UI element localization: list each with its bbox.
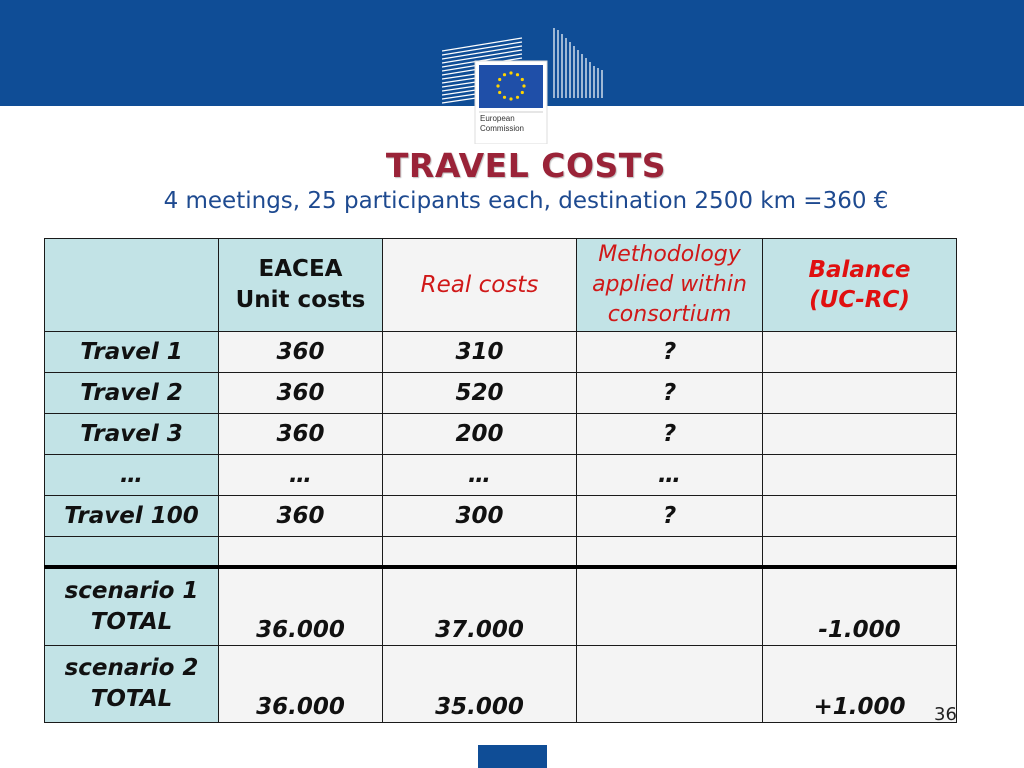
table-spacer-row <box>45 537 957 568</box>
table-row <box>45 373 957 414</box>
spacer-cell <box>763 537 957 568</box>
row-balance <box>763 496 957 537</box>
row-unit-cost: 360 <box>219 496 383 537</box>
spacer-cell <box>577 537 763 568</box>
scenario-row <box>45 567 957 646</box>
row-unit-cost: 360 <box>219 373 383 414</box>
row-unit-cost: 360 <box>219 332 383 373</box>
header-methodology-line2: applied within <box>592 272 747 297</box>
scenario-name: scenario 2 <box>64 655 199 681</box>
row-balance <box>763 332 957 373</box>
scenario-total-label: TOTAL <box>90 686 173 712</box>
header-balance-line2: (UC-RC) <box>809 287 910 313</box>
row-real-cost: 200 <box>383 414 577 455</box>
slide-title: TRAVEL COSTS <box>385 146 667 185</box>
header-methodology-line1: Methodology <box>598 242 741 267</box>
scenario-methodology <box>577 646 763 723</box>
european-commission-logo <box>442 28 606 144</box>
footer-tab <box>478 745 547 768</box>
row-methodology: ? <box>577 373 763 414</box>
header-methodology <box>577 239 763 332</box>
table-row <box>45 455 957 496</box>
scenario-real-total: 35.000 <box>383 646 577 723</box>
scenario-label <box>45 646 219 723</box>
commission-building-icon <box>442 28 606 144</box>
row-balance <box>763 373 957 414</box>
row-balance <box>763 414 957 455</box>
scenario-methodology <box>577 567 763 646</box>
table-row <box>45 414 957 455</box>
row-balance <box>763 455 957 496</box>
row-methodology: ? <box>577 496 763 537</box>
row-label: Travel 2 <box>45 373 219 414</box>
scenario-balance: +1.000 <box>763 646 957 723</box>
row-unit-cost: … <box>219 455 383 496</box>
row-methodology: … <box>577 455 763 496</box>
spacer-cell <box>45 537 219 568</box>
scenario-unit-total: 36.000 <box>219 567 383 646</box>
header-real-costs: Real costs <box>383 239 577 332</box>
header-unit-costs-line2: Unit costs <box>235 287 366 313</box>
row-real-cost: … <box>383 455 577 496</box>
scenario-row <box>45 646 957 723</box>
logo-text-line1: European <box>480 114 515 123</box>
header-balance <box>763 239 957 332</box>
scenario-real-total: 37.000 <box>383 567 577 646</box>
header-unit-costs-line1: EACEA <box>258 256 343 282</box>
travel-costs-table <box>44 238 957 723</box>
header-empty-cell <box>45 239 219 332</box>
scenario-name: scenario 1 <box>64 578 199 604</box>
page-number: 36 <box>934 704 957 725</box>
row-real-cost: 520 <box>383 373 577 414</box>
slide-subtitle: 4 meetings, 25 participants each, destination 2500 km =360 € <box>163 188 889 214</box>
logo-text-line2: Commission <box>480 124 525 133</box>
row-label: Travel 1 <box>45 332 219 373</box>
header-methodology-line3: consortium <box>607 302 732 327</box>
row-unit-cost: 360 <box>219 414 383 455</box>
row-methodology: ? <box>577 414 763 455</box>
scenario-unit-total: 36.000 <box>219 646 383 723</box>
table-row <box>45 496 957 537</box>
row-real-cost: 300 <box>383 496 577 537</box>
spacer-cell <box>219 537 383 568</box>
row-label: Travel 3 <box>45 414 219 455</box>
table-row <box>45 332 957 373</box>
row-label: … <box>45 455 219 496</box>
scenario-total-label: TOTAL <box>90 609 173 635</box>
row-real-cost: 310 <box>383 332 577 373</box>
table-header-row <box>45 239 957 332</box>
row-label: Travel 100 <box>45 496 219 537</box>
scenario-label <box>45 567 219 646</box>
spacer-cell <box>383 537 577 568</box>
row-methodology: ? <box>577 332 763 373</box>
scenario-balance: -1.000 <box>763 567 957 646</box>
header-balance-line1: Balance <box>808 257 911 283</box>
header-unit-costs <box>219 239 383 332</box>
